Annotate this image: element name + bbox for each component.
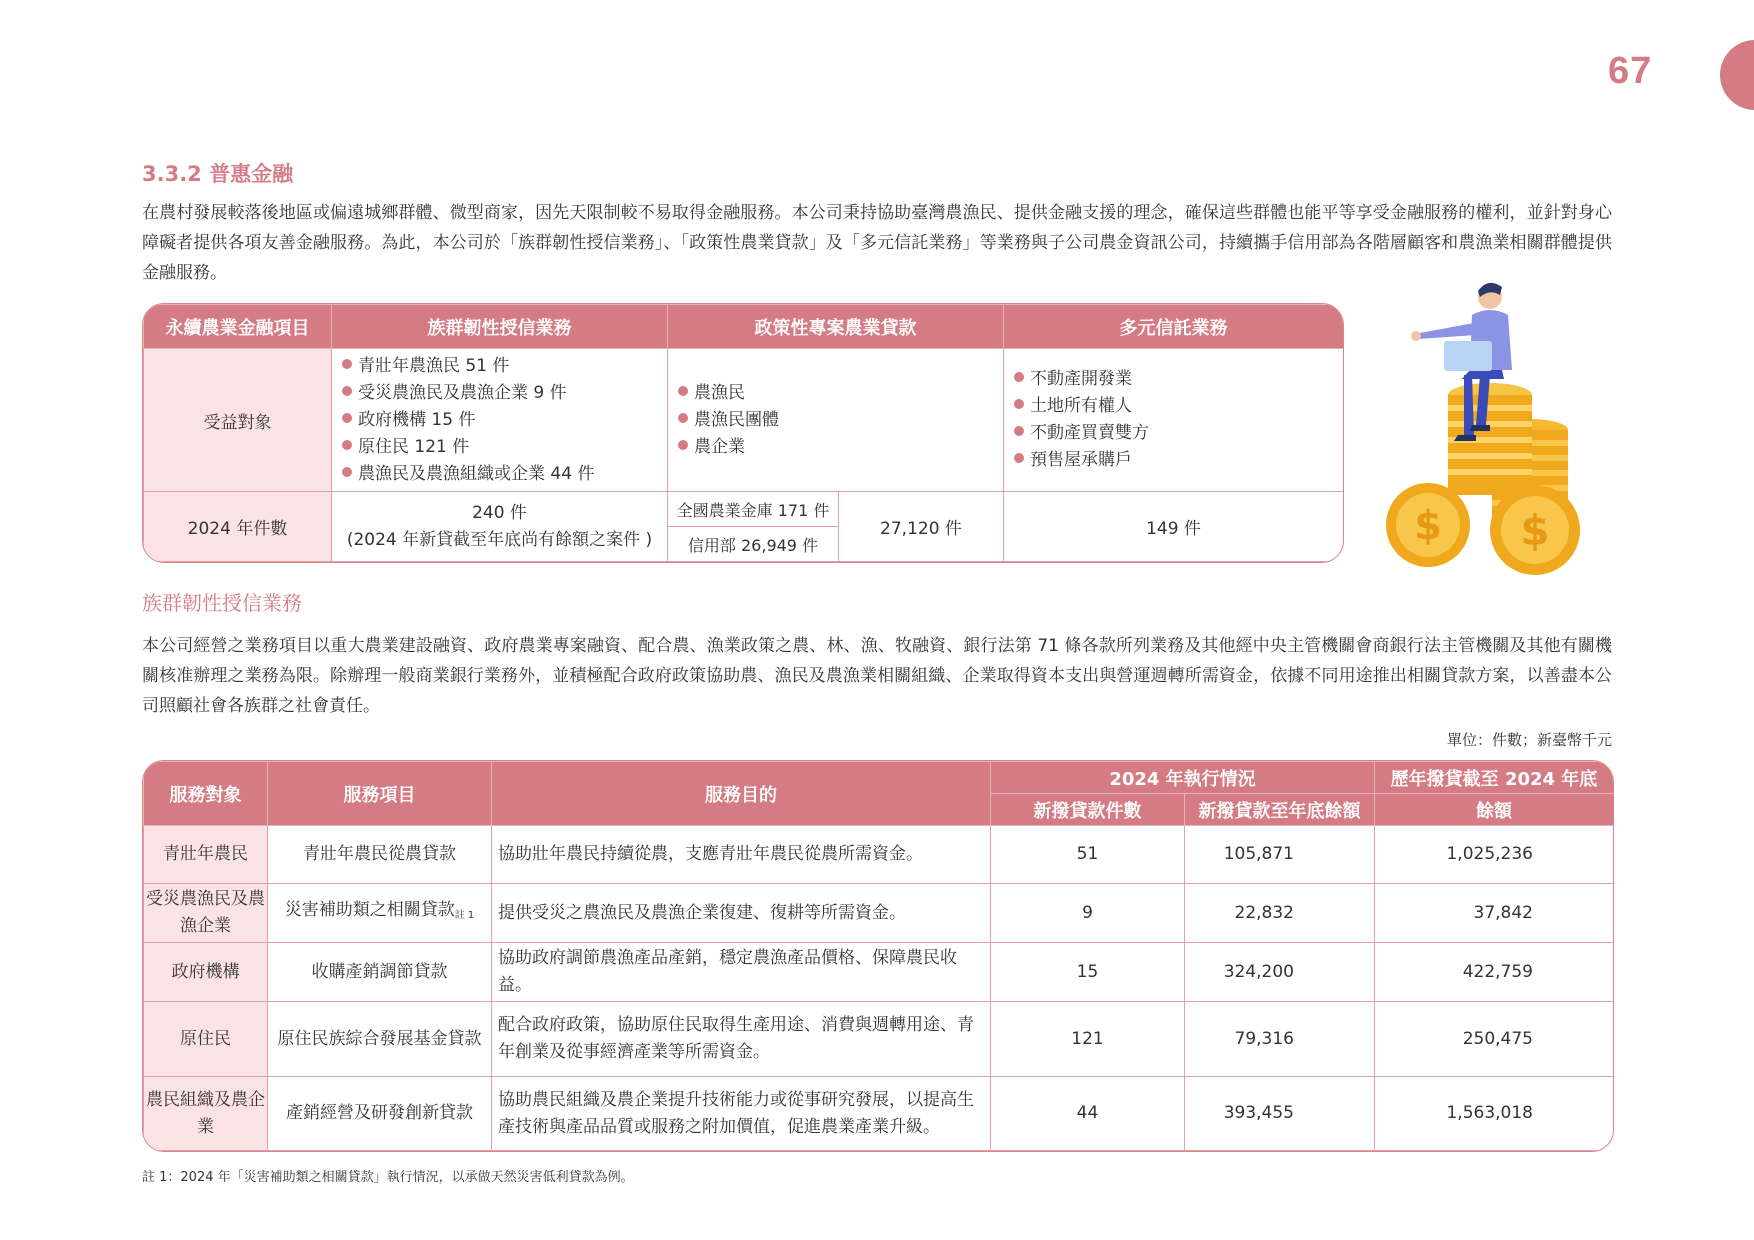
- row-cumulative: 37,842: [1375, 884, 1614, 943]
- row-purpose: 提供受災之農漁民及農漁企業復建、復耕等所需資金。: [492, 884, 991, 943]
- unit-label: 單位：件數；新臺幣千元: [1446, 731, 1612, 749]
- summary-table: [142, 303, 1344, 563]
- list-item: 政府機構 15 件: [342, 407, 667, 434]
- header-purpose: 服務目的: [492, 762, 991, 826]
- row-cumulative: 250,475: [1375, 1002, 1614, 1077]
- list-item: 青壯年農漁民 51 件: [342, 353, 667, 380]
- svg-text:$: $: [1414, 503, 1442, 549]
- row-purpose: 協助農民組織及農企業提升技術能力或從事研究發展，以提高生產技術與產品品質或服務之附加價值，促進農業產業升級。: [492, 1077, 991, 1151]
- table-row: [144, 1002, 1614, 1077]
- detail-table: [142, 760, 1614, 1152]
- table-row: [144, 1077, 1614, 1151]
- row-count: 121: [991, 1002, 1185, 1077]
- row-cumulative: 422,759: [1375, 943, 1614, 1002]
- list-item: 農漁民及農漁組織或企業 44 件: [342, 461, 667, 488]
- row-purpose: 配合政府政策，協助原住民取得生產用途、消費與週轉用途、青年創業及從事經濟產業等所需資金。: [492, 1002, 991, 1077]
- row-target: 受災農漁民及農漁企業: [144, 884, 268, 943]
- header-target: 服務對象: [144, 762, 268, 826]
- summary-header-trust: 多元信託業務: [1004, 305, 1344, 349]
- header-execution: 2024 年執行情況: [991, 762, 1375, 794]
- page-number: 67: [1608, 50, 1653, 92]
- row-target: 原住民: [144, 1002, 268, 1077]
- summary-header-policy-loan: 政策性專案農業貸款: [668, 305, 1004, 349]
- table-row: [144, 943, 1614, 1002]
- resilience-count-note: (2024 年新貸截至年底尚有餘額之案件 ): [346, 529, 653, 550]
- subsection-title: 族群韌性授信業務: [142, 591, 302, 615]
- table-row: [144, 826, 1614, 884]
- count-label: 2024 年件數: [144, 492, 332, 562]
- ag-bank-count: 全國農業金庫 171 件: [668, 492, 839, 527]
- beneficiary-label: 受益對象: [144, 349, 332, 492]
- row-purpose: 協助壯年農民持續從農，支應青壯年農民從農所需資金。: [492, 826, 991, 884]
- policy-loan-beneficiaries: [668, 349, 1004, 492]
- row-balance: 22,832: [1185, 884, 1375, 943]
- row-count: 9: [991, 884, 1185, 943]
- header-new-balance: 新撥貸款至年底餘額: [1185, 794, 1375, 826]
- row-item: [268, 943, 492, 1002]
- summary-header-resilience: 族群韌性授信業務: [332, 305, 668, 349]
- row-item-text: 青壯年農民從農貸款: [303, 844, 456, 864]
- resilience-beneficiaries: [332, 349, 668, 492]
- table-row: [144, 884, 1614, 943]
- row-target: 青壯年農民: [144, 826, 268, 884]
- list-item: 農漁民: [678, 380, 1003, 407]
- list-item: 原住民 121 件: [342, 434, 667, 461]
- dollar-coin-icon: [1386, 483, 1470, 567]
- row-balance: 79,316: [1185, 1002, 1375, 1077]
- row-target: 政府機構: [144, 943, 268, 1002]
- list-item: 土地所有權人: [1014, 393, 1343, 420]
- trust-count: 149 件: [1004, 492, 1344, 562]
- header-item: 服務項目: [268, 762, 492, 826]
- policy-loan-total: 27,120 件: [839, 492, 1004, 562]
- resilience-paragraph: 本公司經營之業務項目以重大農業建設融資、政府農業專案融資、配合農、漁業政策之農、林、漁、牧融資、銀行法第 71 條各款所列業務及其他經中央主管機關會商銀行法主管機關及其他有關機關核准辦理之業務為限。除辦理一般商業銀行業務外，並積極配合政府政策協助農、漁民及農漁業相關組織、企業取得資本支出與營運週轉所需資金，依據不同用途推出相關貸款方案，以善盡本公司照顧社會各族群之社會責任。: [142, 636, 1612, 716]
- svg-text:$: $: [1520, 506, 1550, 555]
- list-item: 農企業: [678, 434, 1003, 461]
- summary-header-item: 永續農業金融項目: [144, 305, 332, 349]
- row-balance: 393,455: [1185, 1077, 1375, 1151]
- list-item: 農漁民團體: [678, 407, 1003, 434]
- header-cumulative-balance: 餘額: [1375, 794, 1614, 826]
- section-title: 3.3.2 普惠金融: [142, 162, 294, 186]
- row-item-text: 災害補助類之相關貸款: [284, 900, 455, 920]
- row-item-text: 收購產銷調節貸款: [311, 961, 448, 982]
- row-balance: 105,871: [1185, 826, 1375, 884]
- row-cumulative: 1,025,236: [1375, 826, 1614, 884]
- coins-illustration: [1380, 275, 1600, 585]
- row-count: 44: [991, 1077, 1185, 1151]
- row-item: [268, 826, 492, 884]
- list-item: 不動產開發業: [1014, 366, 1343, 393]
- row-item: [268, 1002, 492, 1077]
- list-item: 受災農漁民及農漁企業 9 件: [342, 380, 667, 407]
- resilience-count-value: 240 件: [472, 502, 527, 523]
- row-target: 農民組織及農企業: [144, 1077, 268, 1151]
- row-item-text: 原住民族綜合發展基金貸款: [277, 1028, 482, 1049]
- header-new-count: 新撥貸款件數: [991, 794, 1185, 826]
- footnote: 註 1：2024 年「災害補助類之相關貸款」執行情況，以承做天然災害低利貸款為例。: [142, 1170, 634, 1185]
- row-balance: 324,200: [1185, 943, 1375, 1002]
- row-item-footnote-mark: 註 1: [454, 910, 475, 921]
- page-tab-decoration: [1720, 40, 1754, 110]
- row-item: [268, 884, 492, 943]
- row-count: 51: [991, 826, 1185, 884]
- list-item: 不動產買賣雙方: [1014, 420, 1343, 447]
- header-cumulative: 歷年撥貸截至 2024 年底: [1375, 762, 1614, 794]
- list-item: 預售屋承購戶: [1014, 447, 1343, 474]
- row-purpose: 協助政府調節農漁產品產銷，穩定農漁產品價格、保障農民收益。: [492, 943, 991, 1002]
- row-count: 15: [991, 943, 1185, 1002]
- dollar-coin-icon: [1490, 485, 1580, 575]
- trust-beneficiaries: [1004, 349, 1344, 492]
- row-cumulative: 1,563,018: [1375, 1077, 1614, 1151]
- row-item: [268, 1077, 492, 1151]
- row-item-text: 產銷經營及研發創新貸款: [286, 1103, 473, 1123]
- resilience-count: [332, 492, 668, 562]
- intro-paragraph: 在農村發展較落後地區或偏遠城鄉群體、微型商家，因先天限制較不易取得金融服務。本公司秉持協助臺灣農漁民、提供金融支援的理念，確保這些群體也能平等享受金融服務的權利，並針對身心障礙者提供各項友善金融服務。為此，本公司於「族群韌性授信業務」、「政策性農業貸款」及「多元信託業務」等業務與子公司農金資訊公司，持續攜手信用部為各階層顧客和農漁業相關群體提供金融服務。: [142, 203, 1612, 283]
- credit-dept-count: 信用部 26,949 件: [668, 527, 839, 562]
